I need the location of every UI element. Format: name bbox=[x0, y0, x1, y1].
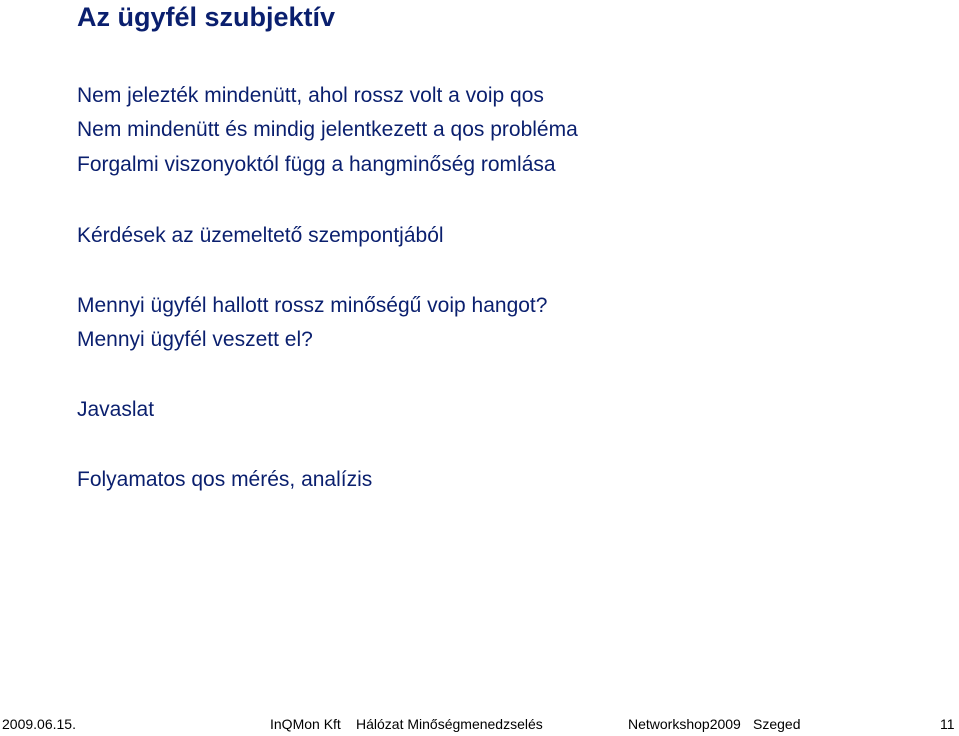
section-heading: Javaslat bbox=[77, 398, 155, 421]
page-number: 11 bbox=[940, 716, 955, 732]
footer-topic: Hálózat Minőségmenedzselés bbox=[356, 716, 543, 732]
section-heading: Kérdések az üzemeltető szempontjából bbox=[77, 224, 444, 247]
question-line: Mennyi ügyfél hallott rossz minőségű voip hangot? bbox=[77, 294, 548, 317]
bullet-line: Forgalmi viszonyoktól függ a hangminőség romlása bbox=[77, 153, 556, 176]
proposal-line: Folyamatos qos mérés, analízis bbox=[77, 468, 373, 491]
footer-event: Networkshop2009 bbox=[628, 716, 741, 732]
slide-title: Az ügyfél szubjektív bbox=[77, 2, 336, 32]
question-line: Mennyi ügyfél veszett el? bbox=[77, 328, 313, 351]
bullet-line: Nem jelezték mindenütt, ahol rossz volt a voip qos bbox=[77, 84, 544, 107]
footer-company: InQMon Kft bbox=[270, 716, 341, 732]
footer-city: Szeged bbox=[753, 716, 801, 732]
footer-date: 2009.06.15. bbox=[2, 716, 76, 732]
bullet-line: Nem mindenütt és mindig jelentkezett a qos probléma bbox=[77, 118, 578, 141]
